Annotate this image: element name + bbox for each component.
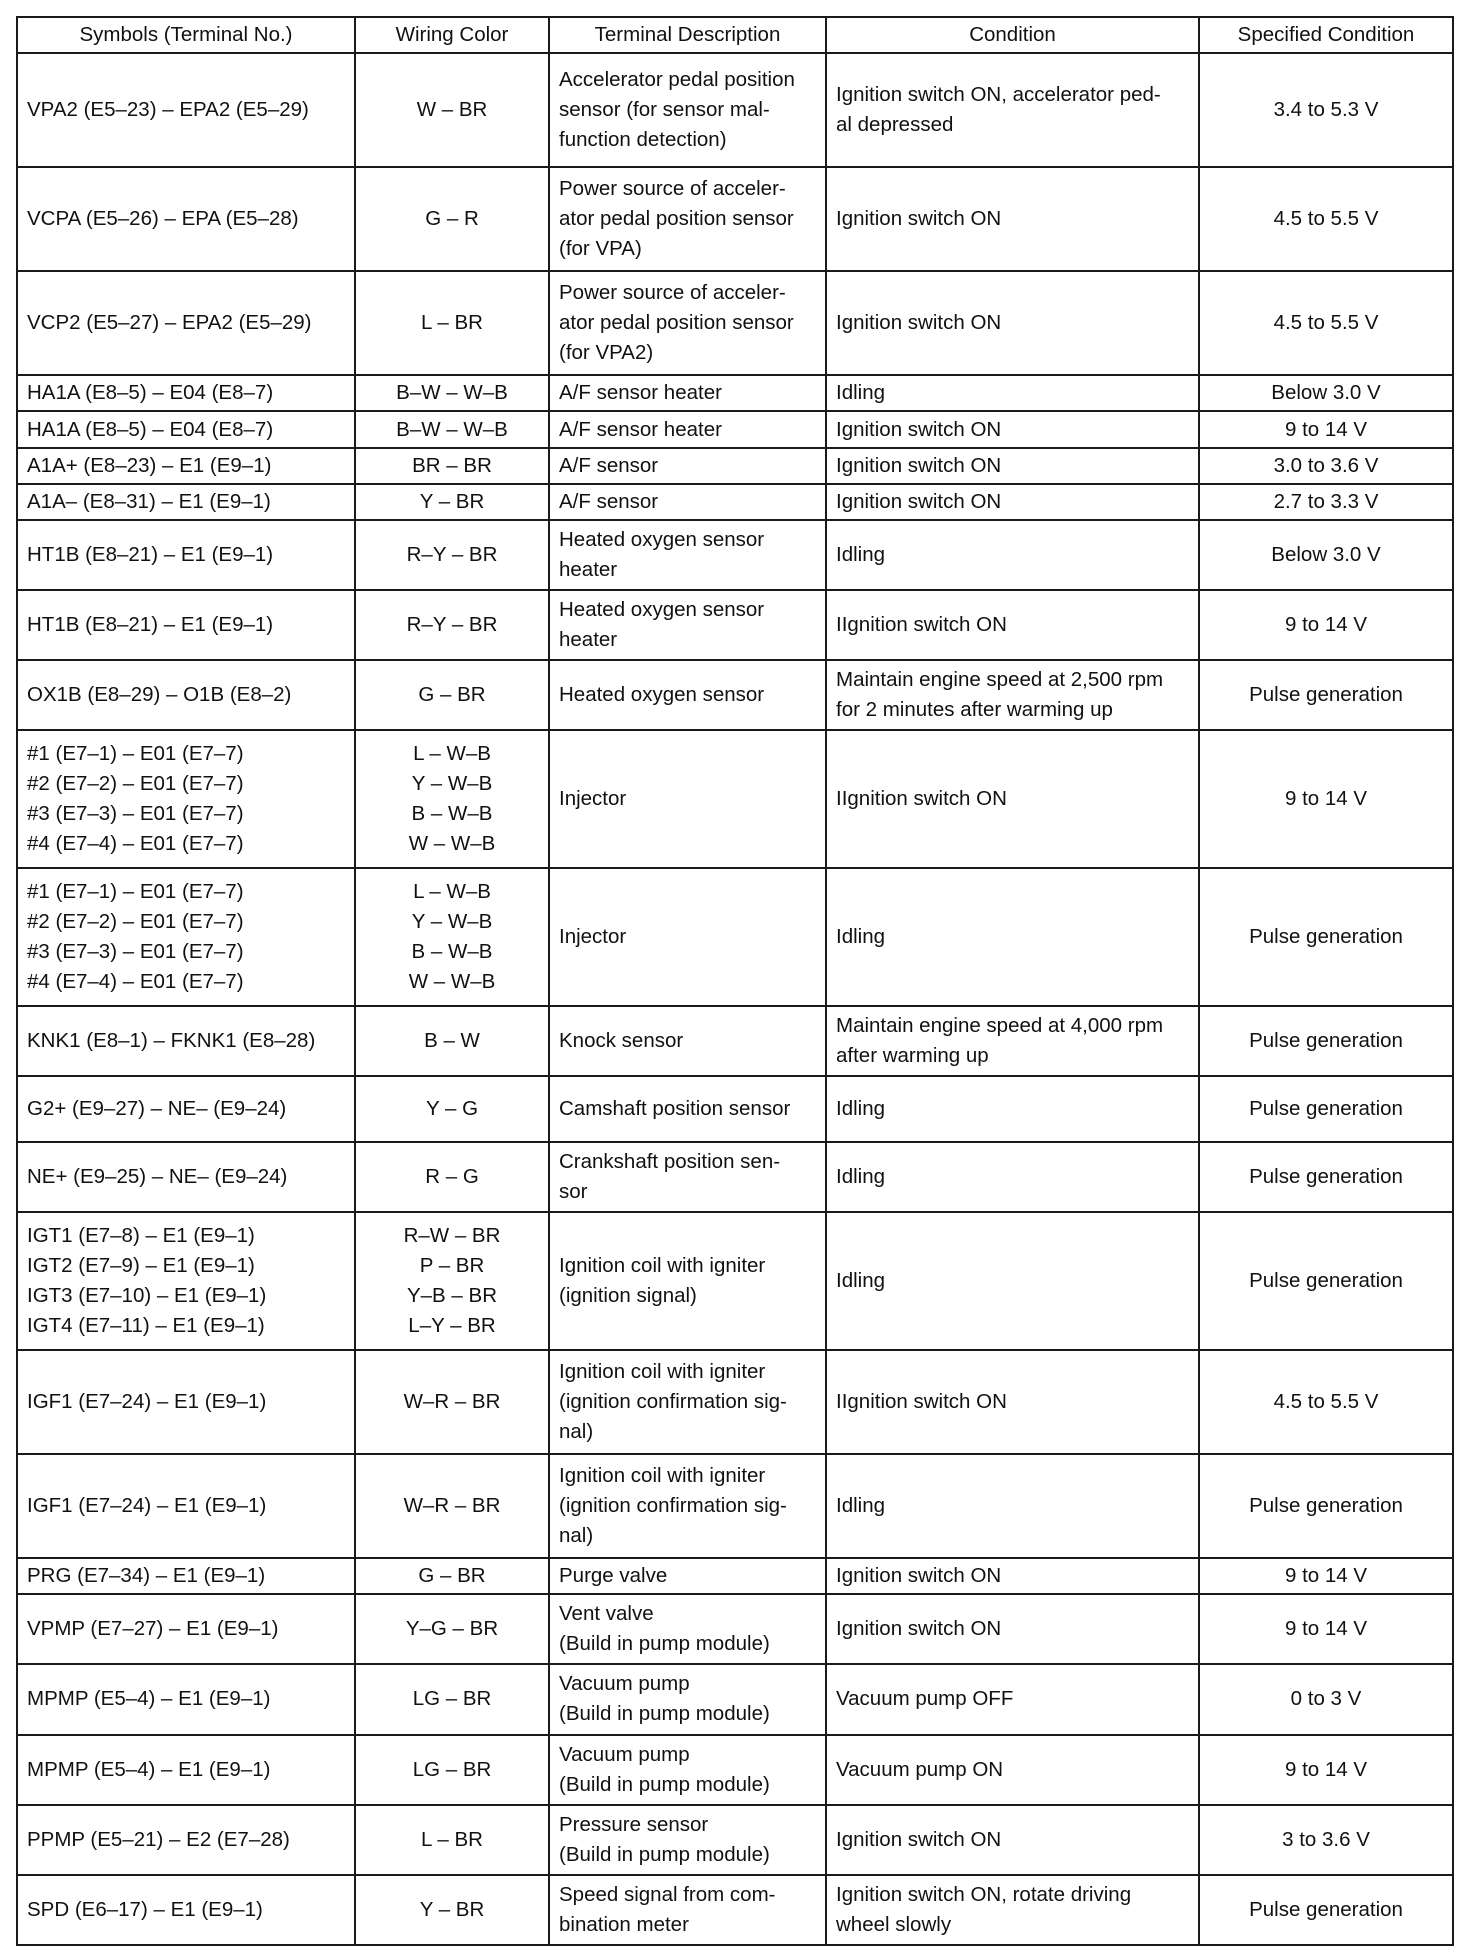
condition-line: Vacuum pump ON	[836, 1757, 1004, 1781]
terminal-description-cell	[549, 375, 826, 411]
wiring-color-cell	[355, 375, 549, 411]
symbols-cell	[17, 1875, 355, 1945]
specified-condition-cell: 9 to 14 V	[1199, 1558, 1453, 1594]
symbols-cell	[17, 271, 355, 375]
specified-condition-cell: Below 3.0 V	[1199, 375, 1453, 411]
terminal-symbol-line: VCPA (E5–26) – EPA (E5–28)	[27, 207, 299, 231]
table-row	[17, 448, 1453, 484]
condition-cell	[826, 1558, 1199, 1594]
specified-condition-cell: Below 3.0 V	[1199, 520, 1453, 590]
condition-cell	[826, 868, 1199, 1006]
description-line: Heated oxygen sensor	[559, 683, 765, 707]
description-line: Crankshaft position sen-	[559, 1150, 781, 1174]
wiring-color-line: Y–G – BR	[405, 1617, 499, 1641]
description-line: Knock sensor	[559, 1029, 684, 1053]
header-condition: Condition	[826, 17, 1199, 53]
wiring-color-cell	[355, 520, 549, 590]
symbols-cell	[17, 1142, 355, 1212]
condition-line: al depressed	[836, 113, 954, 137]
condition-line: Ignition switch ON, rotate driving	[836, 1882, 1132, 1906]
terminal-symbol-line: PRG (E7–34) – E1 (E9–1)	[27, 1564, 266, 1588]
condition-line: Ignition switch ON	[836, 311, 1002, 335]
symbols-cell	[17, 1594, 355, 1664]
symbols-cell	[17, 520, 355, 590]
terminal-symbol-line: A1A+ (E8–23) – E1 (E9–1)	[27, 453, 272, 477]
terminal-symbol-line: IGT2 (E7–9) – E1 (E9–1)	[27, 1254, 255, 1278]
terminal-description-cell	[549, 590, 826, 660]
wiring-color-line: LG – BR	[412, 1687, 492, 1711]
symbols-cell	[17, 375, 355, 411]
symbols-cell	[17, 53, 355, 167]
condition-line: Idling	[836, 1269, 886, 1293]
description-line: Injector	[559, 925, 627, 949]
specified-condition-cell: 9 to 14 V	[1199, 590, 1453, 660]
description-line: Purge valve	[559, 1564, 668, 1588]
condition-line: IIgnition switch ON	[836, 613, 1007, 637]
condition-line: Idling	[836, 1165, 886, 1189]
description-line: (for VPA)	[559, 237, 642, 261]
symbols-cell	[17, 1805, 355, 1875]
wiring-color-cell	[355, 1350, 549, 1454]
symbols-cell	[17, 167, 355, 271]
table-row	[17, 1212, 1453, 1350]
condition-cell	[826, 53, 1199, 167]
condition-line: Idling	[836, 381, 886, 405]
description-line: A/F sensor	[559, 489, 659, 513]
symbols-cell	[17, 868, 355, 1006]
condition-cell	[826, 730, 1199, 868]
specified-condition-cell: Pulse generation	[1199, 1212, 1453, 1350]
table-row	[17, 1875, 1453, 1945]
symbols-cell	[17, 1350, 355, 1454]
description-line: function detection)	[559, 128, 727, 152]
wiring-color-line: B – W	[424, 1029, 480, 1053]
table-row	[17, 167, 1453, 271]
specified-condition-cell: 0 to 3 V	[1199, 1664, 1453, 1734]
terminal-description-cell	[549, 1558, 826, 1594]
terminal-description-cell	[549, 448, 826, 484]
table-row	[17, 411, 1453, 447]
condition-line: Vacuum pump OFF	[836, 1687, 1014, 1711]
wiring-color-cell	[355, 868, 549, 1006]
description-line: Ignition coil with igniter	[559, 1254, 766, 1278]
symbols-cell	[17, 730, 355, 868]
wiring-color-cell	[355, 1212, 549, 1350]
terminal-symbol-line: IGT3 (E7–10) – E1 (E9–1)	[27, 1284, 267, 1308]
condition-line: Ignition switch ON, accelerator ped-	[836, 83, 1161, 107]
specified-condition-cell: 3.0 to 3.6 V	[1199, 448, 1453, 484]
condition-line: Ignition switch ON	[836, 417, 1002, 441]
condition-cell	[826, 1664, 1199, 1734]
description-line: Pressure sensor	[559, 1812, 709, 1836]
wiring-color-line: G – R	[425, 207, 479, 231]
table-row	[17, 1735, 1453, 1805]
description-line: Speed signal from com-	[559, 1882, 776, 1906]
terminal-symbol-line: #4 (E7–4) – E01 (E7–7)	[27, 832, 244, 856]
terminal-description-cell	[549, 1594, 826, 1664]
condition-line: Ignition switch ON	[836, 207, 1002, 231]
terminal-symbol-line: PPMP (E5–21) – E2 (E7–28)	[27, 1827, 290, 1851]
specified-condition-cell: 2.7 to 3.3 V	[1199, 484, 1453, 520]
terminal-symbol-line: HT1B (E8–21) – E1 (E9–1)	[27, 543, 274, 567]
wiring-color-line: Y – G	[425, 1097, 479, 1121]
description-line: Heated oxygen sensor	[559, 528, 765, 552]
symbols-cell	[17, 1664, 355, 1734]
terminal-symbol-line: IGF1 (E7–24) – E1 (E9–1)	[27, 1390, 267, 1414]
specified-condition-cell: Pulse generation	[1199, 1454, 1453, 1558]
specified-condition-cell: 9 to 14 V	[1199, 1594, 1453, 1664]
table-row	[17, 271, 1453, 375]
wiring-color-cell	[355, 484, 549, 520]
description-line: Accelerator pedal position	[559, 68, 795, 92]
terminal-description-cell	[549, 1350, 826, 1454]
wiring-color-line: L – W–B	[413, 742, 491, 766]
terminal-symbol-line: IGT4 (E7–11) – E1 (E9–1)	[27, 1314, 265, 1338]
wiring-color-line: W – W–B	[408, 832, 496, 856]
terminal-description-cell	[549, 520, 826, 590]
condition-cell	[826, 1875, 1199, 1945]
wiring-color-line: W – W–B	[408, 970, 496, 994]
wiring-color-cell	[355, 411, 549, 447]
terminal-description-cell	[549, 484, 826, 520]
specified-condition-cell: Pulse generation	[1199, 1142, 1453, 1212]
terminal-symbol-line: IGF1 (E7–24) – E1 (E9–1)	[27, 1494, 267, 1518]
wiring-color-line: R – G	[425, 1165, 479, 1189]
terminal-description-cell	[549, 1735, 826, 1805]
symbols-cell	[17, 1558, 355, 1594]
symbols-cell	[17, 590, 355, 660]
table-row	[17, 730, 1453, 868]
symbols-cell	[17, 448, 355, 484]
wiring-color-cell	[355, 1006, 549, 1076]
wiring-color-cell	[355, 1664, 549, 1734]
table-row	[17, 660, 1453, 730]
wiring-color-line: BR – BR	[412, 453, 492, 477]
description-line: Vacuum pump	[559, 1672, 690, 1696]
specified-condition-cell: 9 to 14 V	[1199, 730, 1453, 868]
condition-line: Ignition switch ON	[836, 489, 1002, 513]
terminal-description-cell	[549, 411, 826, 447]
condition-line: Idling	[836, 1097, 886, 1121]
condition-cell	[826, 1805, 1199, 1875]
wiring-color-cell	[355, 1805, 549, 1875]
description-line: (ignition signal)	[559, 1284, 697, 1308]
specified-condition-cell: 9 to 14 V	[1199, 411, 1453, 447]
wiring-color-line: B–W – W–B	[396, 417, 508, 441]
condition-line: Ignition switch ON	[836, 1564, 1002, 1588]
condition-line: IIgnition switch ON	[836, 1390, 1007, 1414]
wiring-color-line: Y – W–B	[411, 772, 493, 796]
specified-condition-cell: 9 to 14 V	[1199, 1735, 1453, 1805]
terminal-symbol-line: OX1B (E8–29) – O1B (E8–2)	[27, 683, 292, 707]
specified-condition-cell: 4.5 to 5.5 V	[1199, 1350, 1453, 1454]
header-wiring-color: Wiring Color	[355, 17, 549, 53]
wiring-color-cell	[355, 1076, 549, 1142]
wiring-color-cell	[355, 448, 549, 484]
wiring-color-line: R–Y – BR	[406, 613, 498, 637]
condition-line: Ignition switch ON	[836, 453, 1002, 477]
specified-condition-cell: Pulse generation	[1199, 660, 1453, 730]
symbols-cell	[17, 1006, 355, 1076]
symbols-cell	[17, 1212, 355, 1350]
wiring-color-line: B – W–B	[411, 940, 493, 964]
specified-condition-cell: 4.5 to 5.5 V	[1199, 271, 1453, 375]
wiring-color-line: Y–B – BR	[406, 1284, 498, 1308]
condition-line: wheel slowly	[836, 1912, 952, 1936]
wiring-color-cell	[355, 730, 549, 868]
wiring-color-line: P – BR	[419, 1254, 485, 1278]
condition-cell	[826, 375, 1199, 411]
condition-cell	[826, 1006, 1199, 1076]
table-row	[17, 1664, 1453, 1734]
terminal-symbol-line: #2 (E7–2) – E01 (E7–7)	[27, 772, 244, 796]
condition-line: IIgnition switch ON	[836, 787, 1007, 811]
wiring-color-line: R–Y – BR	[406, 543, 498, 567]
table-body	[17, 53, 1453, 1945]
terminal-symbol-line: #1 (E7–1) – E01 (E7–7)	[27, 880, 244, 904]
condition-cell	[826, 520, 1199, 590]
wiring-color-line: W – BR	[416, 98, 488, 122]
condition-cell	[826, 448, 1199, 484]
description-line: Ignition coil with igniter	[559, 1360, 766, 1384]
terminal-symbol-line: HT1B (E8–21) – E1 (E9–1)	[27, 613, 274, 637]
wiring-color-cell	[355, 1594, 549, 1664]
terminal-description-cell	[549, 1805, 826, 1875]
terminal-description-cell	[549, 1212, 826, 1350]
wiring-color-line: LG – BR	[412, 1757, 492, 1781]
condition-line: Maintain engine speed at 2,500 rpm	[836, 668, 1164, 692]
description-line: ator pedal position sensor	[559, 311, 794, 335]
wiring-color-line: L – BR	[421, 1827, 483, 1851]
table-row	[17, 1594, 1453, 1664]
terminal-symbol-line: G2+ (E9–27) – NE– (E9–24)	[27, 1097, 287, 1121]
ecu-terminal-table	[16, 16, 1454, 1946]
terminal-symbol-line: A1A– (E8–31) – E1 (E9–1)	[27, 489, 271, 513]
wiring-color-line: B – W–B	[411, 802, 493, 826]
terminal-symbol-line: MPMP (E5–4) – E1 (E9–1)	[27, 1687, 271, 1711]
wiring-color-line: G – BR	[418, 683, 486, 707]
description-line: (Build in pump module)	[559, 1702, 770, 1726]
table-row	[17, 1006, 1453, 1076]
description-line: Power source of acceler-	[559, 281, 786, 305]
description-line: heater	[559, 558, 618, 582]
symbols-cell	[17, 1735, 355, 1805]
condition-line: for 2 minutes after warming up	[836, 698, 1113, 722]
wiring-color-line: Y – BR	[419, 489, 485, 513]
specified-condition-cell: 3.4 to 5.3 V	[1199, 53, 1453, 167]
condition-line: after warming up	[836, 1044, 989, 1068]
condition-cell	[826, 484, 1199, 520]
wiring-color-cell	[355, 1454, 549, 1558]
header-row	[17, 17, 1453, 53]
specified-condition-cell: Pulse generation	[1199, 868, 1453, 1006]
condition-cell	[826, 1594, 1199, 1664]
specified-condition-cell: Pulse generation	[1199, 1875, 1453, 1945]
terminal-description-cell	[549, 1142, 826, 1212]
condition-line: Idling	[836, 925, 886, 949]
specified-condition-cell: Pulse generation	[1199, 1006, 1453, 1076]
wiring-color-line: Y – W–B	[411, 910, 493, 934]
header-symbols: Symbols (Terminal No.)	[17, 17, 355, 53]
terminal-description-cell	[549, 1076, 826, 1142]
condition-cell	[826, 1350, 1199, 1454]
symbols-cell	[17, 484, 355, 520]
description-line: Ignition coil with igniter	[559, 1464, 766, 1488]
wiring-color-cell	[355, 53, 549, 167]
condition-cell	[826, 271, 1199, 375]
wiring-color-line: B–W – W–B	[396, 381, 508, 405]
symbols-cell	[17, 660, 355, 730]
description-line: A/F sensor heater	[559, 381, 722, 405]
specified-condition-cell: Pulse generation	[1199, 1076, 1453, 1142]
wiring-color-line: G – BR	[418, 1564, 486, 1588]
description-line: sensor (for sensor mal-	[559, 98, 770, 122]
condition-cell	[826, 590, 1199, 660]
table-row	[17, 590, 1453, 660]
terminal-description-cell	[549, 730, 826, 868]
terminal-description-cell	[549, 271, 826, 375]
terminal-symbol-line: IGT1 (E7–8) – E1 (E9–1)	[27, 1224, 255, 1248]
description-line: (ignition confirmation sig-	[559, 1494, 787, 1518]
terminal-symbol-line: NE+ (E9–25) – NE– (E9–24)	[27, 1165, 288, 1189]
terminal-symbol-line: SPD (E6–17) – E1 (E9–1)	[27, 1897, 263, 1921]
description-line: bination meter	[559, 1912, 689, 1936]
condition-cell	[826, 1212, 1199, 1350]
terminal-symbol-line: VPMP (E7–27) – E1 (E9–1)	[27, 1617, 279, 1641]
description-line: Vent valve	[559, 1602, 654, 1626]
table-row	[17, 53, 1453, 167]
table-row	[17, 375, 1453, 411]
description-line: A/F sensor heater	[559, 417, 722, 441]
wiring-color-line: Y – BR	[419, 1897, 485, 1921]
wiring-color-line: L–Y – BR	[408, 1314, 496, 1338]
terminal-symbol-line: HA1A (E8–5) – E04 (E8–7)	[27, 417, 274, 441]
terminal-symbol-line: KNK1 (E8–1) – FKNK1 (E8–28)	[27, 1029, 316, 1053]
description-line: Heated oxygen sensor	[559, 598, 765, 622]
table-row	[17, 484, 1453, 520]
table-row	[17, 520, 1453, 590]
description-line: Vacuum pump	[559, 1742, 690, 1766]
description-line: (Build in pump module)	[559, 1632, 770, 1656]
header-terminal-description: Terminal Description	[549, 17, 826, 53]
wiring-color-line: L – BR	[421, 311, 483, 335]
wiring-color-cell	[355, 1142, 549, 1212]
condition-cell	[826, 411, 1199, 447]
description-line: Camshaft position sensor	[559, 1097, 791, 1121]
symbols-cell	[17, 411, 355, 447]
condition-line: Ignition switch ON	[836, 1617, 1002, 1641]
description-line: sor	[559, 1180, 588, 1204]
wiring-color-cell	[355, 1875, 549, 1945]
terminal-symbol-line: #1 (E7–1) – E01 (E7–7)	[27, 742, 244, 766]
specified-condition-cell: 4.5 to 5.5 V	[1199, 167, 1453, 271]
wiring-color-line: W–R – BR	[403, 1390, 501, 1414]
symbols-cell	[17, 1454, 355, 1558]
table-row	[17, 1805, 1453, 1875]
symbols-cell	[17, 1076, 355, 1142]
condition-cell	[826, 660, 1199, 730]
table-row	[17, 1142, 1453, 1212]
wiring-color-line: L – W–B	[413, 880, 491, 904]
wiring-color-cell	[355, 271, 549, 375]
terminal-description-cell	[549, 1006, 826, 1076]
table-row	[17, 1454, 1453, 1558]
condition-cell	[826, 1735, 1199, 1805]
terminal-description-cell	[549, 1875, 826, 1945]
description-line: nal)	[559, 1524, 594, 1548]
description-line: A/F sensor	[559, 453, 659, 477]
header-specified-condition: Specified Condition	[1199, 17, 1453, 53]
condition-cell	[826, 167, 1199, 271]
terminal-description-cell	[549, 660, 826, 730]
terminal-description-cell	[549, 1664, 826, 1734]
description-line: heater	[559, 628, 618, 652]
description-line: (ignition confirmation sig-	[559, 1390, 787, 1414]
description-line: Injector	[559, 787, 627, 811]
terminal-symbol-line: #2 (E7–2) – E01 (E7–7)	[27, 910, 244, 934]
terminal-description-cell	[549, 167, 826, 271]
wiring-color-cell	[355, 590, 549, 660]
terminal-symbol-line: VCP2 (E5–27) – EPA2 (E5–29)	[27, 311, 312, 335]
condition-line: Idling	[836, 543, 886, 567]
table-row	[17, 1350, 1453, 1454]
wiring-color-cell	[355, 660, 549, 730]
terminal-description-cell	[549, 53, 826, 167]
wiring-color-cell	[355, 167, 549, 271]
terminal-symbol-line: #3 (E7–3) – E01 (E7–7)	[27, 802, 244, 826]
wiring-color-cell	[355, 1735, 549, 1805]
specified-condition-cell: 3 to 3.6 V	[1199, 1805, 1453, 1875]
terminal-description-cell	[549, 868, 826, 1006]
table-row	[17, 1558, 1453, 1594]
wiring-color-cell	[355, 1558, 549, 1594]
description-line: nal)	[559, 1420, 594, 1444]
description-line: ator pedal position sensor	[559, 207, 794, 231]
condition-cell	[826, 1454, 1199, 1558]
terminal-symbol-line: #4 (E7–4) – E01 (E7–7)	[27, 970, 244, 994]
table-row	[17, 868, 1453, 1006]
terminal-symbol-line: MPMP (E5–4) – E1 (E9–1)	[27, 1757, 271, 1781]
terminal-symbol-line: HA1A (E8–5) – E04 (E8–7)	[27, 381, 274, 405]
condition-line: Ignition switch ON	[836, 1827, 1002, 1851]
terminal-symbol-line: #3 (E7–3) – E01 (E7–7)	[27, 940, 244, 964]
condition-line: Maintain engine speed at 4,000 rpm	[836, 1014, 1164, 1038]
condition-line: Idling	[836, 1494, 886, 1518]
terminal-symbol-line: VPA2 (E5–23) – EPA2 (E5–29)	[27, 98, 309, 122]
description-line: Power source of acceler-	[559, 177, 786, 201]
table-row	[17, 1076, 1453, 1142]
wiring-color-line: R–W – BR	[403, 1224, 501, 1248]
wiring-color-line: W–R – BR	[403, 1494, 501, 1518]
description-line: (Build in pump module)	[559, 1842, 770, 1866]
terminal-description-cell	[549, 1454, 826, 1558]
condition-cell	[826, 1076, 1199, 1142]
description-line: (for VPA2)	[559, 341, 654, 365]
description-line: (Build in pump module)	[559, 1772, 770, 1796]
condition-cell	[826, 1142, 1199, 1212]
